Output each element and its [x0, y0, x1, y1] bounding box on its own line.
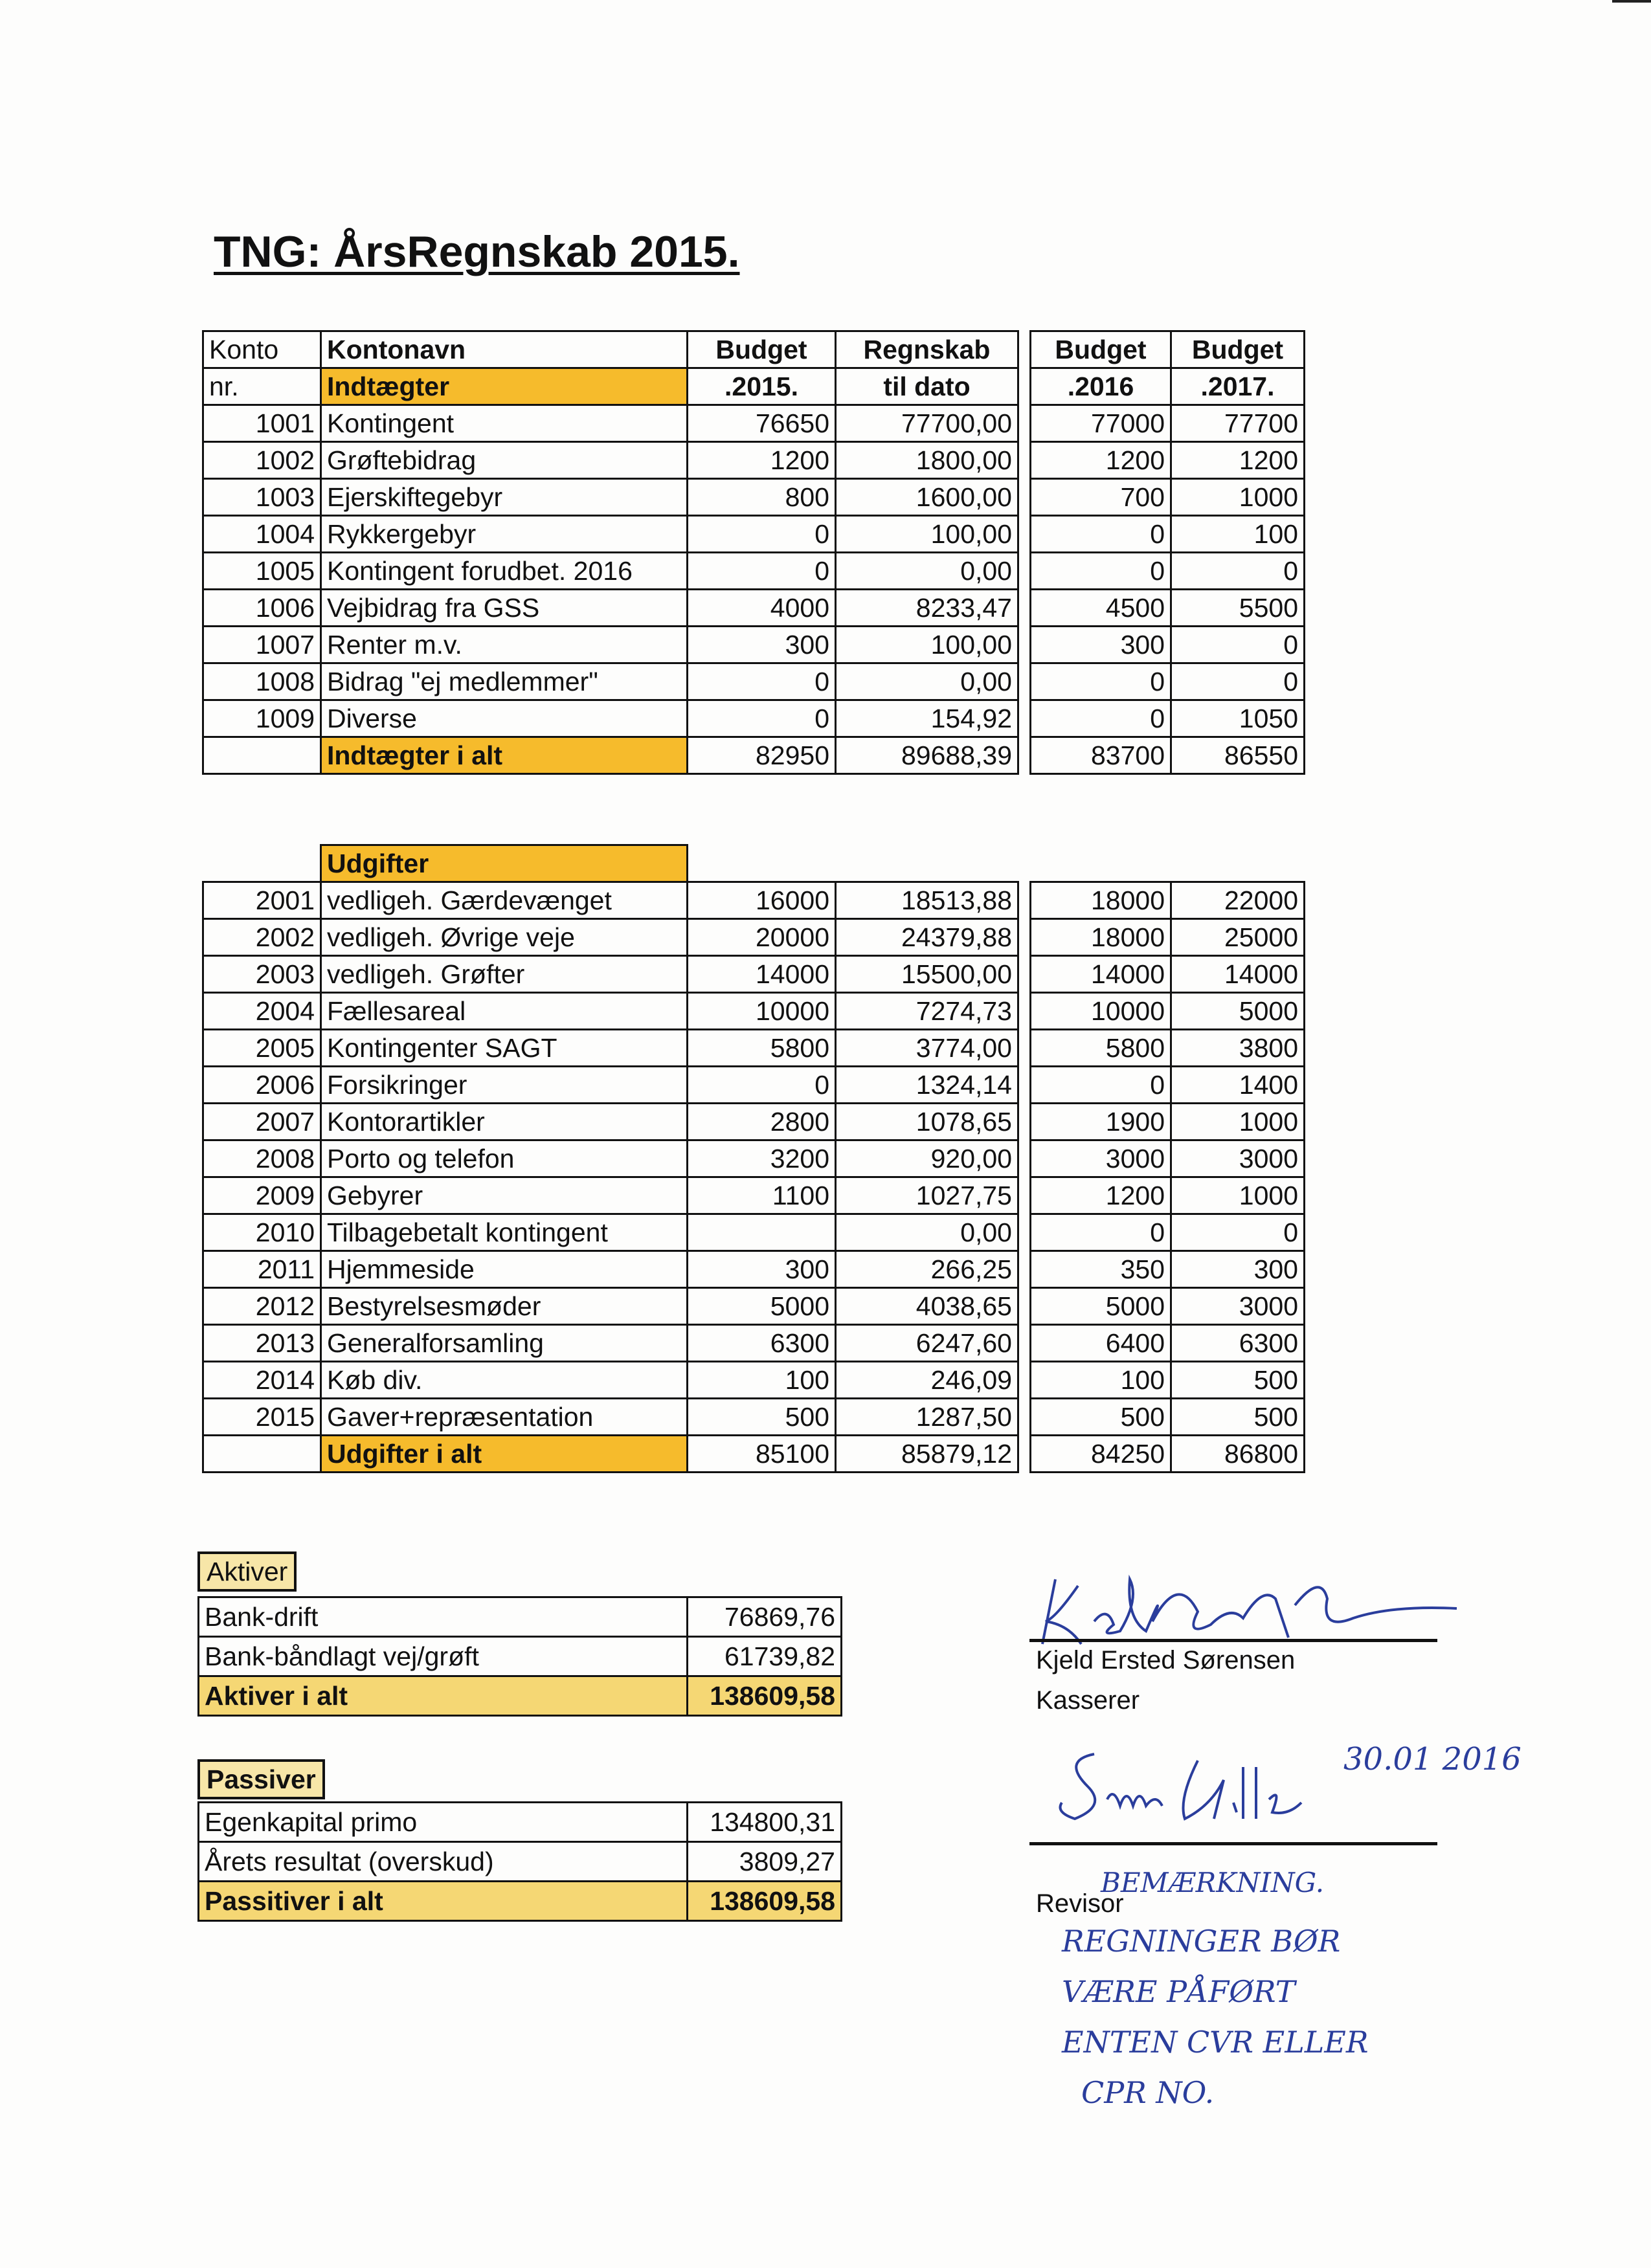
budget-2017-value: 77700	[1171, 405, 1305, 442]
budget-2017-value: 22000	[1171, 882, 1305, 919]
account-number: 2008	[203, 1140, 321, 1177]
budget-2015-value	[688, 1214, 836, 1251]
header-konto: Konto	[203, 331, 321, 368]
assets-label: Aktiver	[197, 1551, 297, 1592]
budget-2015-value: 16000	[688, 882, 836, 919]
account-number: 2004	[203, 993, 321, 1030]
account-number: 2015	[203, 1399, 321, 1436]
budget-2017-value: 1400	[1171, 1067, 1305, 1104]
budget-2015-value: 3200	[688, 1140, 836, 1177]
actual-value: 100,00	[836, 516, 1018, 553]
expense-row	[203, 1067, 1305, 1104]
expense-section-label: Udgifter	[321, 845, 688, 882]
header-kontonavn: Kontonavn	[321, 331, 688, 368]
actual-value: 8233,47	[836, 590, 1018, 627]
budget-2015-value: 76650	[688, 405, 836, 442]
expense-row	[203, 1177, 1305, 1214]
income-section-label: Indtægter	[321, 368, 688, 405]
budget-2016-value: 500	[1031, 1399, 1171, 1436]
account-name: Ejerskiftegebyr	[321, 479, 688, 516]
expense-row	[203, 1030, 1305, 1067]
actual-value: 1600,00	[836, 479, 1018, 516]
budget-2016-value: 0	[1031, 553, 1171, 590]
auditor-role: Revisor	[1036, 1889, 1124, 1918]
account-name: Vejbidrag fra GSS	[321, 590, 688, 627]
balance-item-name: Egenkapital primo	[199, 1803, 688, 1842]
account-number: 2013	[203, 1325, 321, 1362]
expense-row	[203, 1399, 1305, 1436]
account-name: vedligeh. Grøfter	[321, 956, 688, 993]
account-number: 1009	[203, 700, 321, 737]
budget-2015-value: 1200	[688, 442, 836, 479]
account-name: vedligeh. Gærdevænget	[321, 882, 688, 919]
liabilities-total-row	[199, 1882, 842, 1921]
expense-total-budget-2016: 84250	[1031, 1436, 1171, 1473]
budget-2015-value: 100	[688, 1362, 836, 1399]
budget-2015-value: 0	[688, 663, 836, 700]
account-name: Tilbagebetalt kontingent	[321, 1214, 688, 1251]
budget-2016-value: 100	[1031, 1362, 1171, 1399]
auditor-signature	[1049, 1741, 1386, 1838]
budget-2017-value: 0	[1171, 627, 1305, 663]
budget-2015-value: 4000	[688, 590, 836, 627]
budget-2015-value: 6300	[688, 1325, 836, 1362]
actual-value: 15500,00	[836, 956, 1018, 993]
budget-2017-value: 6300	[1171, 1325, 1305, 1362]
budget-2017-value: 1000	[1171, 479, 1305, 516]
balance-item-value: 61739,82	[688, 1637, 842, 1676]
account-number: 1003	[203, 479, 321, 516]
income-total-row	[203, 737, 1305, 774]
actual-value: 1027,75	[836, 1177, 1018, 1214]
actual-value: 1287,50	[836, 1399, 1018, 1436]
account-name: Kontingent forudbet. 2016	[321, 553, 688, 590]
assets-table	[197, 1596, 842, 1717]
income-table	[202, 330, 1305, 775]
income-row	[203, 479, 1305, 516]
asset-row	[199, 1597, 842, 1637]
budget-2016-value: 0	[1031, 516, 1171, 553]
budget-2016-value: 0	[1031, 1067, 1171, 1104]
expense-total-row	[203, 1436, 1305, 1473]
liabilities-label: Passiver	[197, 1759, 325, 1799]
account-name: Kontorartikler	[321, 1104, 688, 1140]
balance-item-value: 134800,31	[688, 1803, 842, 1842]
income-total-budget-2015: 82950	[688, 737, 836, 774]
account-number: 1005	[203, 553, 321, 590]
account-name: Generalforsamling	[321, 1325, 688, 1362]
balance-item-value: 76869,76	[688, 1597, 842, 1637]
account-number: 2006	[203, 1067, 321, 1104]
actual-value: 0,00	[836, 663, 1018, 700]
asset-row	[199, 1637, 842, 1676]
liabilities-table	[197, 1801, 842, 1922]
page-title: TNG: ÅrsRegnskab 2015.	[214, 227, 740, 276]
budget-2017-value: 1200	[1171, 442, 1305, 479]
budget-2017-value: 5500	[1171, 590, 1305, 627]
header-budget-2017-year: .2017.	[1171, 368, 1305, 405]
actual-value: 6247,60	[836, 1325, 1018, 1362]
income-row	[203, 627, 1305, 663]
header-row-1	[203, 331, 1305, 368]
budget-2016-value: 4500	[1031, 590, 1171, 627]
account-name: Renter m.v.	[321, 627, 688, 663]
budget-2015-value: 300	[688, 627, 836, 663]
remark-line: ENTEN CVR ELLER	[1062, 2025, 1369, 2060]
budget-2016-value: 0	[1031, 1214, 1171, 1251]
income-row	[203, 405, 1305, 442]
expense-total-label: Udgifter i alt	[321, 1436, 688, 1473]
liabilities-total-label: Passitiver i alt	[199, 1882, 688, 1921]
budget-2017-value: 1000	[1171, 1177, 1305, 1214]
expense-row	[203, 1288, 1305, 1325]
scan-corner-mark	[1612, 0, 1651, 9]
account-number: 1002	[203, 442, 321, 479]
income-total-label: Indtægter i alt	[321, 737, 688, 774]
budget-2016-value: 1200	[1031, 442, 1171, 479]
budget-2017-value: 0	[1171, 553, 1305, 590]
expense-row	[203, 1362, 1305, 1399]
actual-value: 1078,65	[836, 1104, 1018, 1140]
income-total-budget-2016: 83700	[1031, 737, 1171, 774]
account-number: 2007	[203, 1104, 321, 1140]
auditor-signature-line	[1029, 1842, 1437, 1845]
expense-row	[203, 1325, 1305, 1362]
budget-2015-value: 800	[688, 479, 836, 516]
actual-value: 266,25	[836, 1251, 1018, 1288]
remark-heading: BEMÆRKNING.	[1101, 1867, 1325, 1898]
budget-2017-value: 0	[1171, 1214, 1305, 1251]
income-row	[203, 442, 1305, 479]
actual-value: 4038,65	[836, 1288, 1018, 1325]
budget-2017-value: 500	[1171, 1362, 1305, 1399]
income-total-budget-2017: 86550	[1171, 737, 1305, 774]
budget-2015-value: 300	[688, 1251, 836, 1288]
income-row	[203, 553, 1305, 590]
liability-row	[199, 1842, 842, 1882]
budget-2016-value: 1200	[1031, 1177, 1171, 1214]
budget-2015-value: 2800	[688, 1104, 836, 1140]
remark-line: VÆRE PÅFØRT	[1062, 1974, 1296, 2009]
header-til-dato: til dato	[836, 368, 1018, 405]
budget-2015-value: 0	[688, 1067, 836, 1104]
liability-row	[199, 1803, 842, 1842]
balance-item-name: Årets resultat (overskud)	[199, 1842, 688, 1882]
account-name: Porto og telefon	[321, 1140, 688, 1177]
account-number: 2010	[203, 1214, 321, 1251]
budget-2017-value: 100	[1171, 516, 1305, 553]
budget-2017-value: 3000	[1171, 1288, 1305, 1325]
budget-2015-value: 1100	[688, 1177, 836, 1214]
income-total-actual: 89688,39	[836, 737, 1018, 774]
account-number: 2003	[203, 956, 321, 993]
actual-value: 1800,00	[836, 442, 1018, 479]
header-budget-2015-year: .2015.	[688, 368, 836, 405]
budget-2016-value: 0	[1031, 663, 1171, 700]
account-name: Grøftebidrag	[321, 442, 688, 479]
expense-total-budget-2015: 85100	[688, 1436, 836, 1473]
expense-header-row	[203, 845, 1305, 882]
account-number: 2009	[203, 1177, 321, 1214]
account-name: Kontingenter SAGT	[321, 1030, 688, 1067]
budget-2016-value: 77000	[1031, 405, 1171, 442]
balance-item-name: Bank-drift	[199, 1597, 688, 1637]
budget-2015-value: 500	[688, 1399, 836, 1436]
budget-2016-value: 10000	[1031, 993, 1171, 1030]
remark-line: CPR NO.	[1081, 2075, 1215, 2110]
budget-2017-value: 5000	[1171, 993, 1305, 1030]
liabilities-total-value: 138609,58	[688, 1882, 842, 1921]
budget-2016-value: 1900	[1031, 1104, 1171, 1140]
expense-row	[203, 993, 1305, 1030]
actual-value: 3774,00	[836, 1030, 1018, 1067]
actual-value: 100,00	[836, 627, 1018, 663]
budget-2017-value: 14000	[1171, 956, 1305, 993]
actual-value: 0,00	[836, 553, 1018, 590]
header-nr: nr.	[203, 368, 321, 405]
expense-row	[203, 1214, 1305, 1251]
income-row	[203, 590, 1305, 627]
budget-2017-value: 3000	[1171, 1140, 1305, 1177]
actual-value: 154,92	[836, 700, 1018, 737]
header-budget-2017: Budget	[1171, 331, 1305, 368]
treasurer-name: Kjeld Ersted Sørensen	[1036, 1646, 1296, 1674]
account-number: 1001	[203, 405, 321, 442]
actual-value: 18513,88	[836, 882, 1018, 919]
account-number: 1004	[203, 516, 321, 553]
budget-2017-value: 300	[1171, 1251, 1305, 1288]
budget-2016-value: 5000	[1031, 1288, 1171, 1325]
account-name: Hjemmeside	[321, 1251, 688, 1288]
actual-value: 24379,88	[836, 919, 1018, 956]
budget-2015-value: 10000	[688, 993, 836, 1030]
expense-row	[203, 956, 1305, 993]
budget-2016-value: 700	[1031, 479, 1171, 516]
budget-2016-value: 300	[1031, 627, 1171, 663]
budget-2016-value: 3000	[1031, 1140, 1171, 1177]
budget-2015-value: 0	[688, 700, 836, 737]
account-number: 2002	[203, 919, 321, 956]
treasurer-role: Kasserer	[1036, 1686, 1140, 1715]
budget-2015-value: 5000	[688, 1288, 836, 1325]
account-name: Fællesareal	[321, 993, 688, 1030]
expense-row	[203, 919, 1305, 956]
budget-2016-value: 350	[1031, 1251, 1171, 1288]
expense-table	[202, 844, 1305, 1473]
budget-2015-value: 0	[688, 553, 836, 590]
header-regnskab: Regnskab	[836, 331, 1018, 368]
assets-total-label: Aktiver i alt	[199, 1676, 688, 1716]
budget-2015-value: 20000	[688, 919, 836, 956]
budget-2017-value: 500	[1171, 1399, 1305, 1436]
expense-row	[203, 882, 1305, 919]
budget-2017-value: 1000	[1171, 1104, 1305, 1140]
budget-2015-value: 14000	[688, 956, 836, 993]
actual-value: 7274,73	[836, 993, 1018, 1030]
budget-2016-value: 18000	[1031, 919, 1171, 956]
income-row	[203, 700, 1305, 737]
account-number: 1006	[203, 590, 321, 627]
account-number: 2011	[203, 1251, 321, 1288]
account-number: 1007	[203, 627, 321, 663]
budget-2016-value: 5800	[1031, 1030, 1171, 1067]
account-name: Rykkergebyr	[321, 516, 688, 553]
budget-2017-value: 0	[1171, 663, 1305, 700]
expense-total-actual: 85879,12	[836, 1436, 1018, 1473]
budget-2017-value: 25000	[1171, 919, 1305, 956]
account-name: Bestyrelsesmøder	[321, 1288, 688, 1325]
income-row	[203, 663, 1305, 700]
actual-value: 246,09	[836, 1362, 1018, 1399]
assets-total-value: 138609,58	[688, 1676, 842, 1716]
actual-value: 920,00	[836, 1140, 1018, 1177]
expense-row	[203, 1104, 1305, 1140]
account-name: Bidrag "ej medlemmer"	[321, 663, 688, 700]
account-number: 2005	[203, 1030, 321, 1067]
budget-2017-value: 3800	[1171, 1030, 1305, 1067]
account-name: Gaver+repræsentation	[321, 1399, 688, 1436]
income-row	[203, 516, 1305, 553]
account-number: 2014	[203, 1362, 321, 1399]
header-budget-2015: Budget	[688, 331, 836, 368]
budget-2016-value: 6400	[1031, 1325, 1171, 1362]
account-name: Køb div.	[321, 1362, 688, 1399]
budget-2017-value: 1050	[1171, 700, 1305, 737]
actual-value: 77700,00	[836, 405, 1018, 442]
header-budget-2016-year: .2016	[1031, 368, 1171, 405]
remark-line: REGNINGER BØR	[1062, 1924, 1341, 1959]
expense-total-budget-2017: 86800	[1171, 1436, 1305, 1473]
budget-2015-value: 5800	[688, 1030, 836, 1067]
account-name: Diverse	[321, 700, 688, 737]
account-number: 2001	[203, 882, 321, 919]
auditor-date: 30.01 2016	[1343, 1741, 1522, 1777]
actual-value: 1324,14	[836, 1067, 1018, 1104]
budget-2016-value: 0	[1031, 700, 1171, 737]
header-row-2	[203, 368, 1305, 405]
budget-2016-value: 14000	[1031, 956, 1171, 993]
account-name: Forsikringer	[321, 1067, 688, 1104]
account-number: 2012	[203, 1288, 321, 1325]
account-number: 1008	[203, 663, 321, 700]
account-name: vedligeh. Øvrige veje	[321, 919, 688, 956]
assets-total-row	[199, 1676, 842, 1716]
budget-2015-value: 0	[688, 516, 836, 553]
expense-row	[203, 1251, 1305, 1288]
actual-value: 0,00	[836, 1214, 1018, 1251]
balance-item-name: Bank-båndlagt vej/grøft	[199, 1637, 688, 1676]
header-budget-2016: Budget	[1031, 331, 1171, 368]
budget-2016-value: 18000	[1031, 882, 1171, 919]
expense-row	[203, 1140, 1305, 1177]
balance-item-value: 3809,27	[688, 1842, 842, 1882]
account-name: Gebyrer	[321, 1177, 688, 1214]
account-name: Kontingent	[321, 405, 688, 442]
